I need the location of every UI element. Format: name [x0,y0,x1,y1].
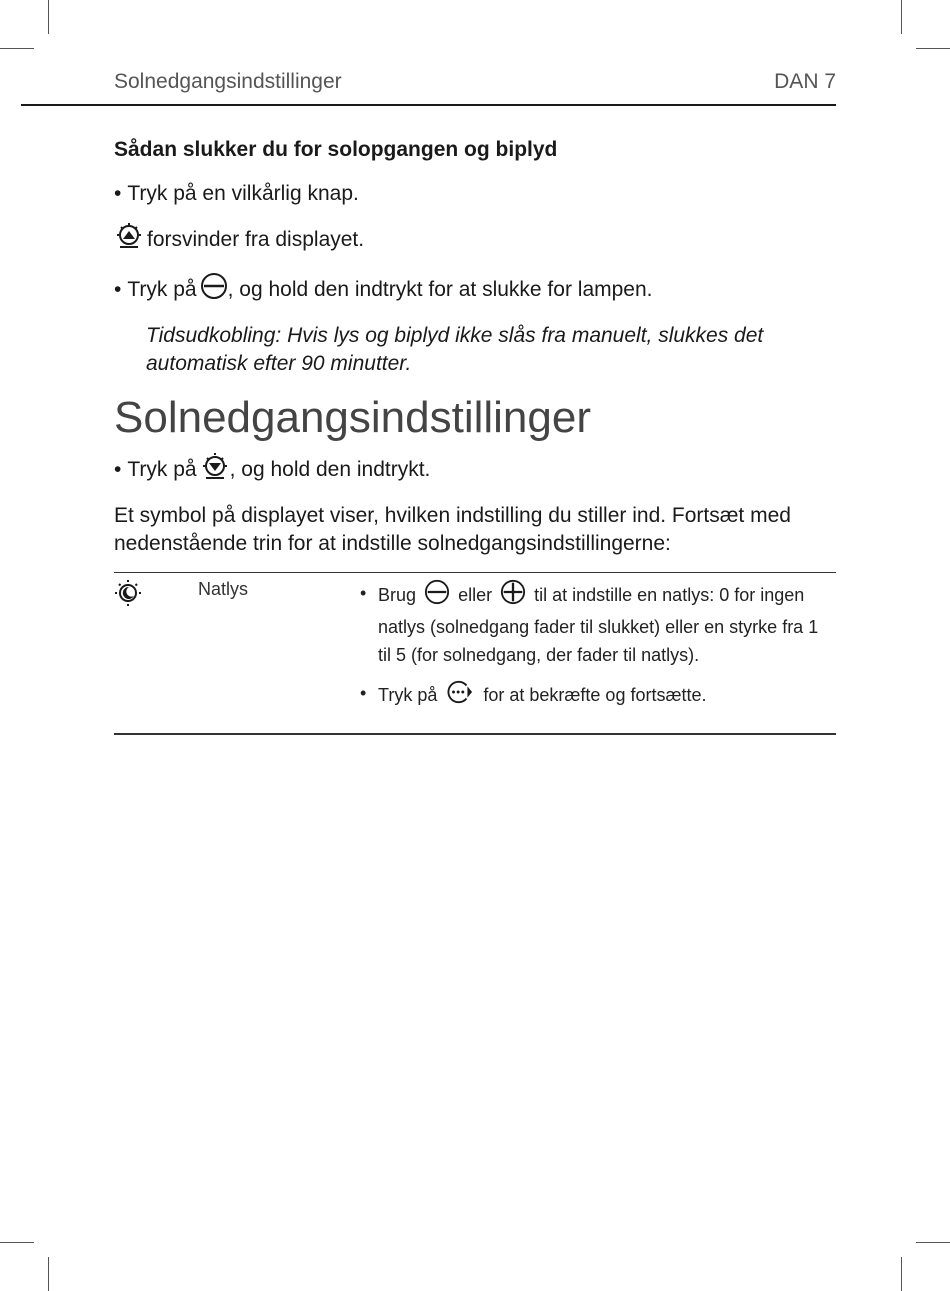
bullet-dot: • [360,683,367,703]
text-tryk: Tryk på [378,684,438,705]
crop-mark [48,1257,49,1291]
header-rule [21,104,836,106]
bullet-dot: • [114,182,122,205]
intro-paragraph: Et symbol på displayet viser, hvilken indstilling du stiller ind. Fortsæt med nedenstående trin for at indstille solnedgangsindstillingerne: [114,504,791,555]
list-item-text [378,579,836,669]
confirm-button-icon [445,679,475,713]
row-description [360,573,836,735]
bullet-dot: • [114,278,122,301]
bullet-text-a: Tryk på [127,458,197,481]
text-confirm: for at bekræfte og fortsætte. [483,684,707,705]
section-heading: Sådan slukker du for solopgangen og biplyd [114,138,558,161]
text-brug: Brug [378,584,417,605]
running-header-title: Solnedgangsindstillinger [114,70,342,93]
row-icon-cell [114,573,198,735]
bullet-text-b: , og hold den indtrykt for at slukke for lampen. [227,278,653,301]
crop-mark [901,0,902,34]
list-item-text [378,679,706,713]
crop-mark [916,48,950,49]
sunset-icon [200,452,230,488]
page-content [114,136,836,735]
minus-button-icon [424,579,450,613]
bullet-text-a: Tryk på [127,278,197,301]
text-instruction: til at indstille en natlys: 0 for ingen natlys (solnedgang fader til slukket) eller en styrke fra 1 til 5 (for solnedgang, der fader til natlys). [378,584,819,665]
bullet-text: Tryk på en vilkårlig knap. [127,182,359,205]
table-row [114,573,836,735]
bullet-text-b: , og hold den indtrykt. [229,458,431,481]
crop-mark [901,1257,902,1291]
crop-mark [48,0,49,34]
list-item [360,579,836,669]
icon-disappears-line [114,222,836,258]
crop-mark [0,1242,34,1243]
minus-button-icon [200,272,228,308]
timeout-note: Tidsudkobling: Hvis lys og biplyd ikke slås fra manuelt, slukkes det automatisk efter 90 minutter. [146,324,764,375]
list-item [360,679,836,713]
page-number: DAN 7 [774,70,836,93]
bullet-hold-minus [114,272,836,308]
crop-mark [0,48,34,49]
bullet-any-key [114,180,836,208]
plus-button-icon [500,579,526,613]
crop-mark [916,1242,950,1243]
bullet-hold-sunset [114,452,836,488]
settings-table [114,572,836,735]
page-heading: Solnedgangsindstillinger [114,393,591,442]
sunrise-icon [114,222,144,258]
bullet-dot: • [360,583,367,603]
bullet-dot: • [114,458,122,481]
text-eller: eller [458,584,493,605]
night-light-icon [114,591,142,611]
row-label: Natlys [198,579,249,599]
icon-line-text: forsvinder fra displayet. [147,228,365,251]
